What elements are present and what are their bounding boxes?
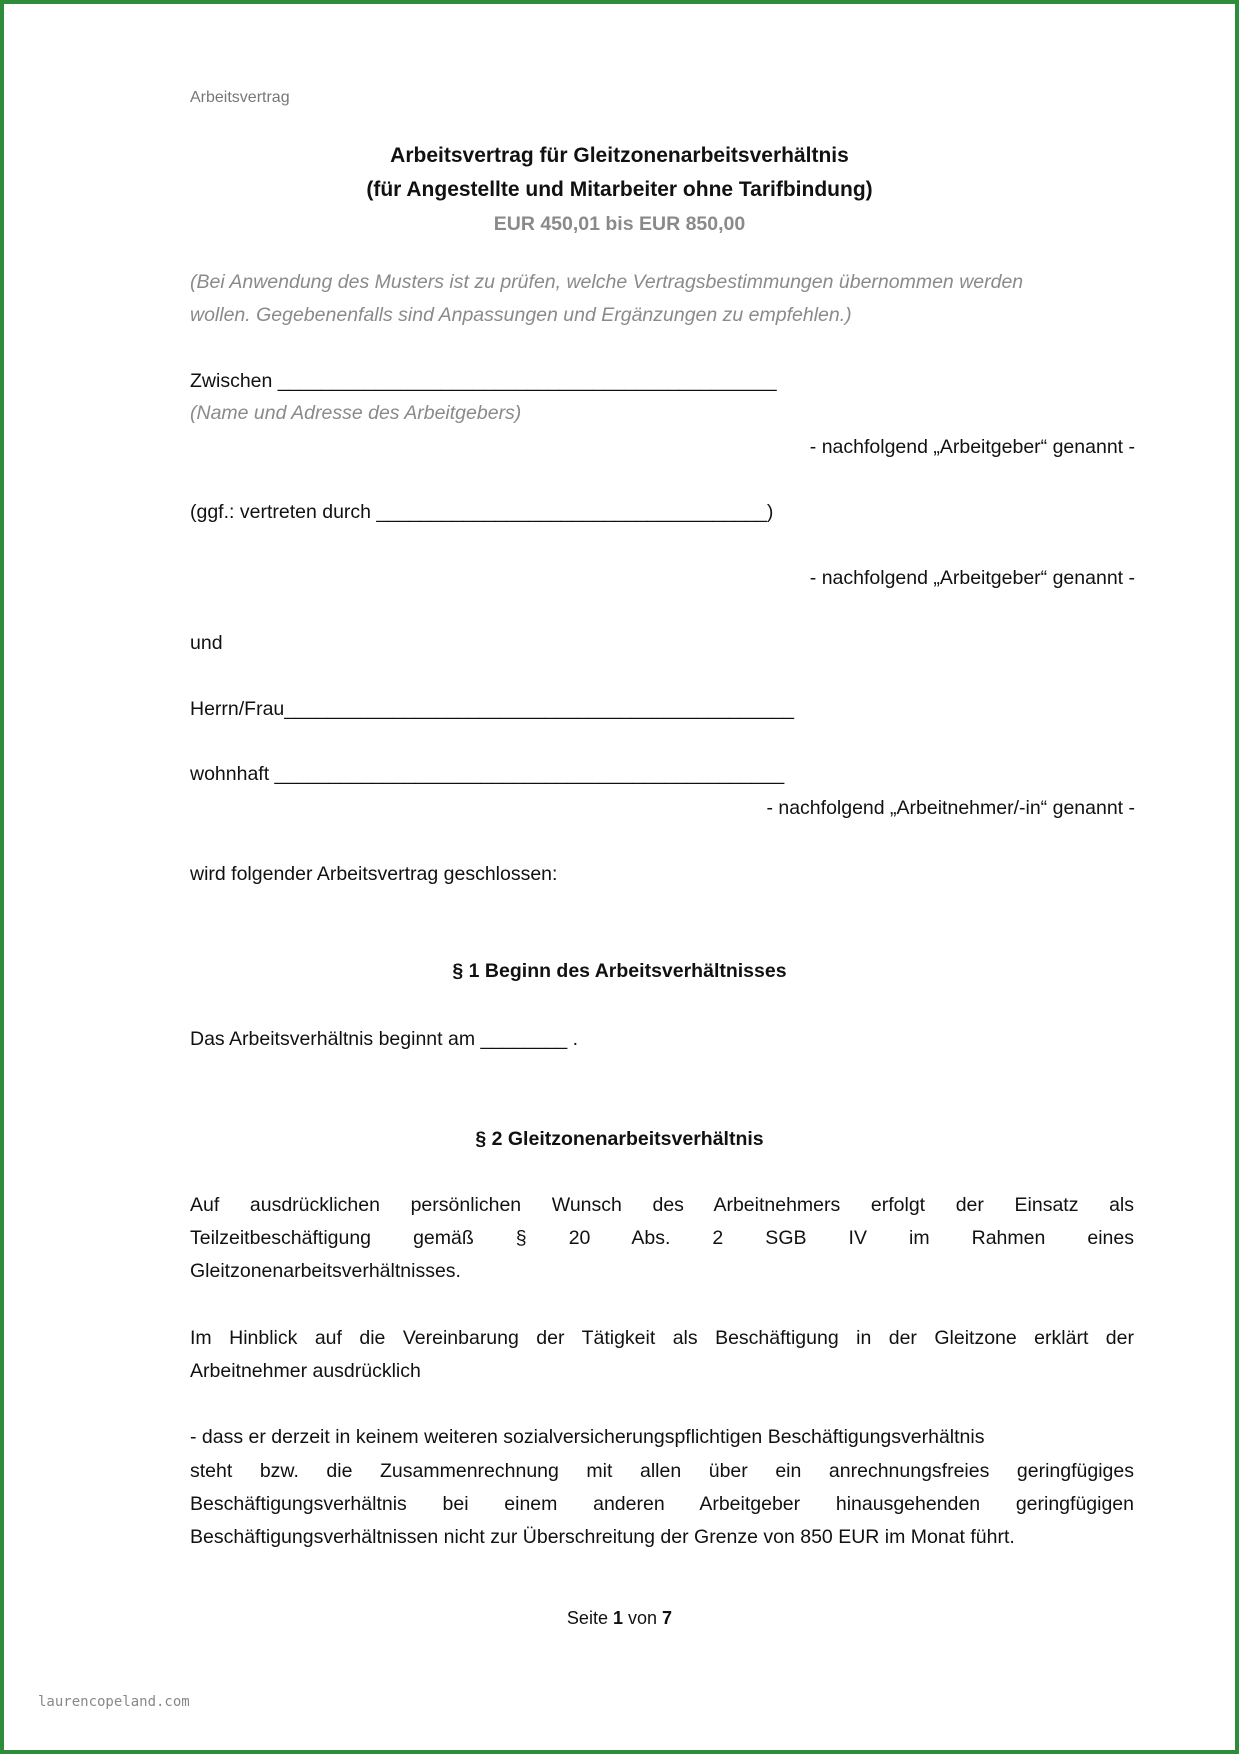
section-2-para-3-line-4: Beschäftigungsverhältnissen nicht zur Überschreitung der Grenze von 850 EUR im Monat führt. xyxy=(190,1526,1015,1548)
employer-named-1: - nachfolgend „Arbeitgeber“ genannt - xyxy=(809,436,1135,458)
section-2-para-1-line-1: Auf ausdrücklichen persönlichen Wunsch des Arbeitnehmers erfolgt der Einsatz als xyxy=(190,1194,1134,1216)
page-total: 7 xyxy=(662,1608,673,1628)
section-2-para-2-line-1: Im Hinblick auf die Vereinbarung der Tätigkeit als Beschäftigung in der Gleitzone erklärt der xyxy=(190,1327,1134,1349)
section-2-heading: § 2 Gleitzonenarbeitsverhältnis xyxy=(475,1128,764,1150)
contract-concluded-text: wird folgender Arbeitsvertrag geschlossen: xyxy=(190,863,558,885)
usage-note-line-1: (Bei Anwendung des Musters ist zu prüfen, welche Vertragsbestimmungen übernommen werden xyxy=(190,271,1024,293)
represented-by-line: (ggf.: vertreten durch ____________________________________) xyxy=(190,501,774,523)
section-2-para-1-line-2: Teilzeitbeschäftigung gemäß § 20 Abs. 2 SGB IV im Rahmen eines xyxy=(190,1227,1134,1249)
section-1-text: Das Arbeitsverhältnis beginnt am ________ . xyxy=(190,1028,579,1050)
employee-named: - nachfolgend „Arbeitnehmer/-in“ genannt - xyxy=(766,797,1135,819)
document-title-line-1: Arbeitsvertrag für Gleitzonenarbeitsverhältnis xyxy=(390,144,849,167)
page-current: 1 xyxy=(612,1608,623,1628)
employee-address-line: wohnhaft _______________________________________________ xyxy=(190,763,785,785)
document-title-line-2: (für Angestellte und Mitarbeiter ohne Tarifbindung) xyxy=(366,178,873,201)
page-mid: von xyxy=(628,1608,658,1628)
employee-name-line: Herrn/Frau_______________________________________________ xyxy=(190,698,794,720)
usage-note-line-2: wollen. Gegebenenfalls sind Anpassungen und Ergänzungen zu empfehlen.) xyxy=(190,304,852,326)
salary-range: EUR 450,01 bis EUR 850,00 xyxy=(493,213,746,235)
und-text: und xyxy=(190,632,223,654)
section-2-para-2-line-2: Arbeitnehmer ausdrücklich xyxy=(190,1360,421,1382)
section-2-para-1-line-3: Gleitzonenarbeitsverhältnisses. xyxy=(190,1260,461,1282)
watermark: laurencopeland.com xyxy=(38,1694,190,1710)
zwischen-line: Zwischen ______________________________________________ xyxy=(190,370,777,392)
section-2-para-3-line-3: Beschäftigungsverhältnis bei einem anderen Arbeitgeber hinausgehenden geringfügigen xyxy=(190,1493,1134,1515)
section-2-para-3-line-1: - dass er derzeit in keinem weiteren sozialversicherungspflichtigen Beschäftigungsverhältnis xyxy=(190,1426,985,1448)
employer-named-2: - nachfolgend „Arbeitgeber“ genannt - xyxy=(809,567,1135,589)
section-2-para-3-line-2: steht bzw. die Zusammenrechnung mit allen über ein anrechnungsfreies geringfügiges xyxy=(190,1460,1134,1482)
page-header: Arbeitsvertrag xyxy=(190,89,290,106)
page-number xyxy=(0,1606,1239,1630)
employer-hint: (Name und Adresse des Arbeitgebers) xyxy=(190,402,522,424)
section-1-heading: § 1 Beginn des Arbeitsverhältnisses xyxy=(452,960,787,982)
page-prefix: Seite xyxy=(566,1608,608,1628)
